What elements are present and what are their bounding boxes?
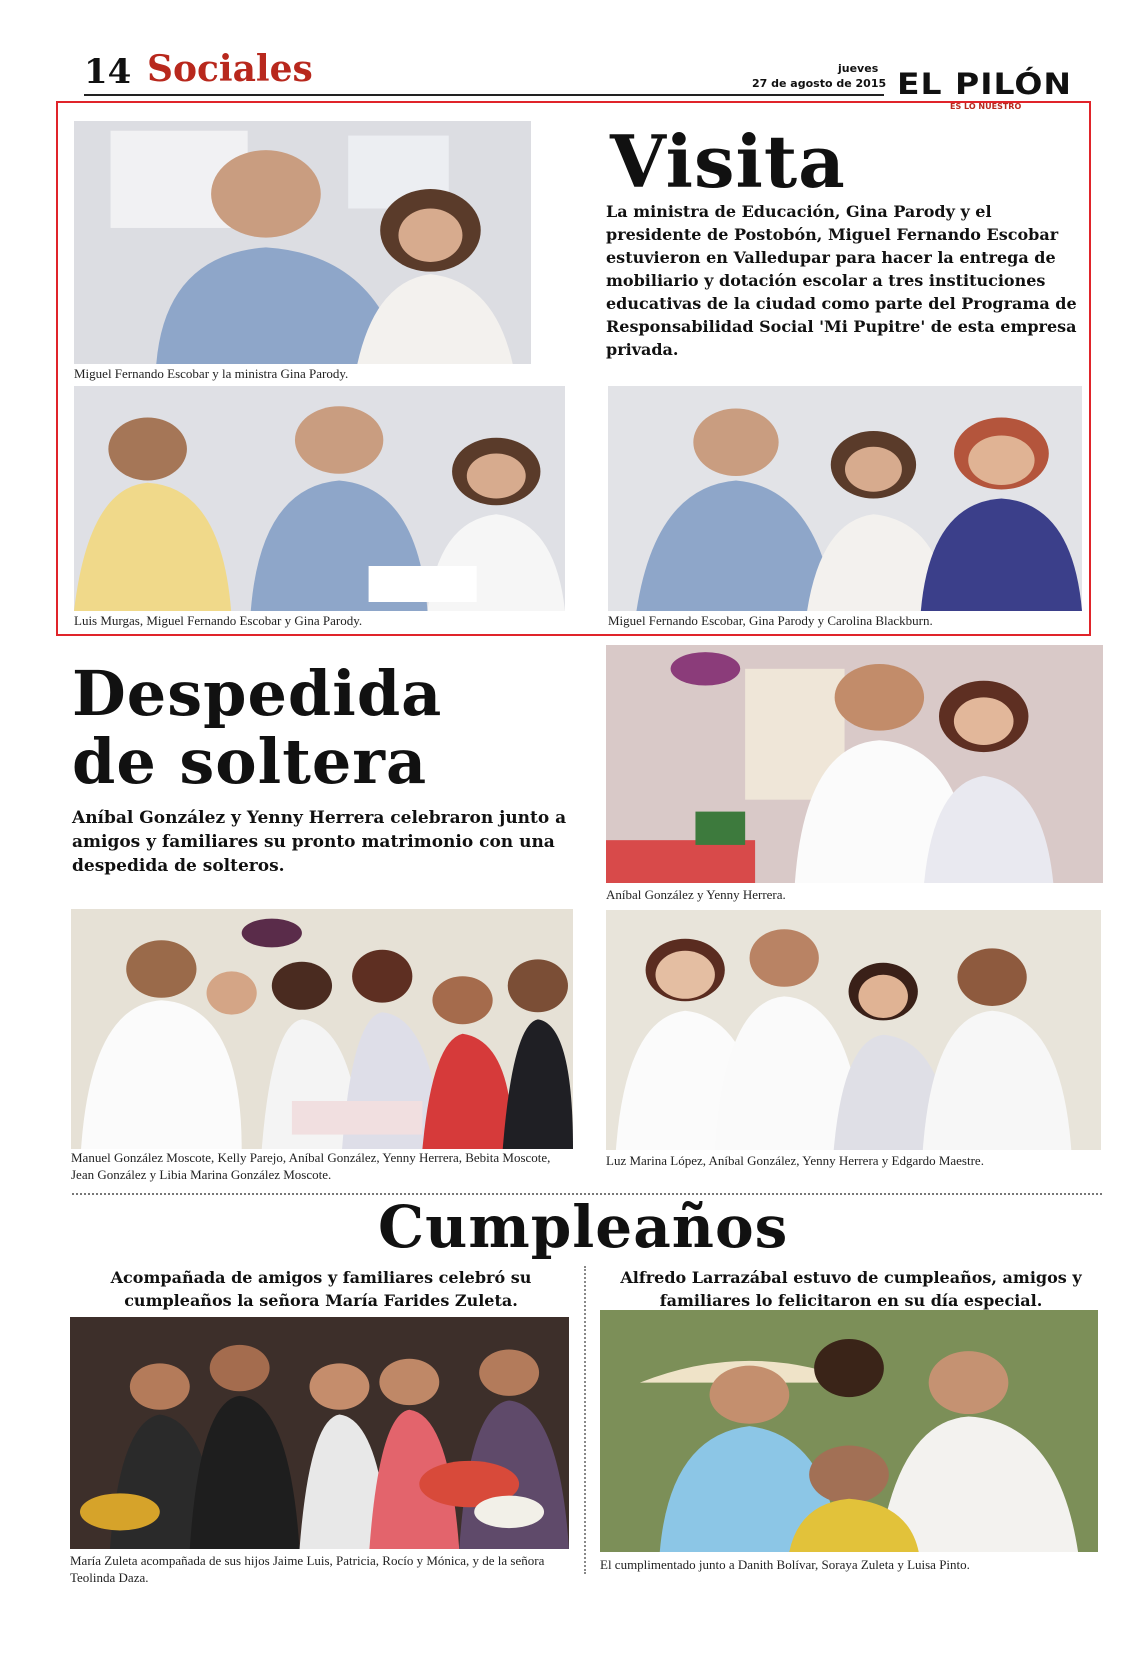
visita-caption-3: Miguel Fernando Escobar, Gina Parody y Carolina Blackburn. [608,613,933,628]
despedida-photo-1 [606,645,1103,883]
despedida-title-line-2: de soltera [72,725,428,798]
visita-photo-2 [74,386,565,611]
visita-photo-1 [74,121,531,364]
newspaper-tagline: ES LO NUESTRO [950,102,1022,111]
visita-body: La ministra de Educación, Gina Parody y el presidente de Postobón, Miguel Fernando Escobar estuvieron en Valledupar para hacer la entrega de mobiliario y dotación escolar a tres instituciones educativas de la ciudad como parte del Programa de Responsabilidad Social 'Mi Pupitre' de esta empresa privada. [606,202,1077,359]
despedida-caption-2: Manuel González Moscote, Kelly Parejo, Aníbal González, Yenny Herrera, Bebita Moscote, Jean González y Libia Marina González Moscote. [71,1150,551,1182]
despedida-photo-2 [71,909,573,1149]
cumpleanos-photo-right [600,1310,1098,1552]
cumpleanos-column-divider [584,1266,586,1574]
page-number: 14 [84,52,132,92]
issue-day: jueves [838,62,879,75]
cumpleanos-photo-left [70,1317,569,1549]
despedida-photo-3 [606,910,1101,1150]
cumpleanos-right-intro: Alfredo Larrazábal estuvo de cumpleaños, amigos y familiares lo felicitaron en su día especial. [620,1268,1082,1310]
despedida-body: Aníbal González y Yenny Herrera celebraron junto a amigos y familiares su pronto matrimonio con una despedida de solteros. [72,808,567,876]
despedida-title-line-1: Despedida [72,657,443,730]
masthead-rule [84,94,884,96]
newspaper-logo: EL PILÓN [897,65,1073,102]
cumpleanos-title: Cumpleaños [378,1193,789,1261]
visita-photo-3 [608,386,1082,611]
cumpleanos-left-intro: Acompañada de amigos y familiares celebró su cumpleaños la señora María Farides Zuleta. [110,1268,532,1310]
issue-date: 27 de agosto de 2015 [752,77,887,90]
despedida-caption-3: Luz Marina López, Aníbal González, Yenny Herrera y Edgardo Maestre. [606,1153,984,1168]
section-title: Sociales [147,48,313,90]
visita-title: Visita [610,119,846,204]
cumpleanos-caption-right: El cumplimentado junto a Danith Bolívar, Soraya Zuleta y Luisa Pinto. [600,1557,970,1572]
visita-caption-1: Miguel Fernando Escobar y la ministra Gina Parody. [74,366,349,381]
despedida-caption-1: Aníbal González y Yenny Herrera. [606,887,786,902]
visita-caption-2: Luis Murgas, Miguel Fernando Escobar y Gina Parody. [74,613,363,628]
cumpleanos-caption-left: María Zuleta acompañada de sus hijos Jaime Luis, Patricia, Rocío y Mónica, y de la señora Teolinda Daza. [70,1553,545,1585]
